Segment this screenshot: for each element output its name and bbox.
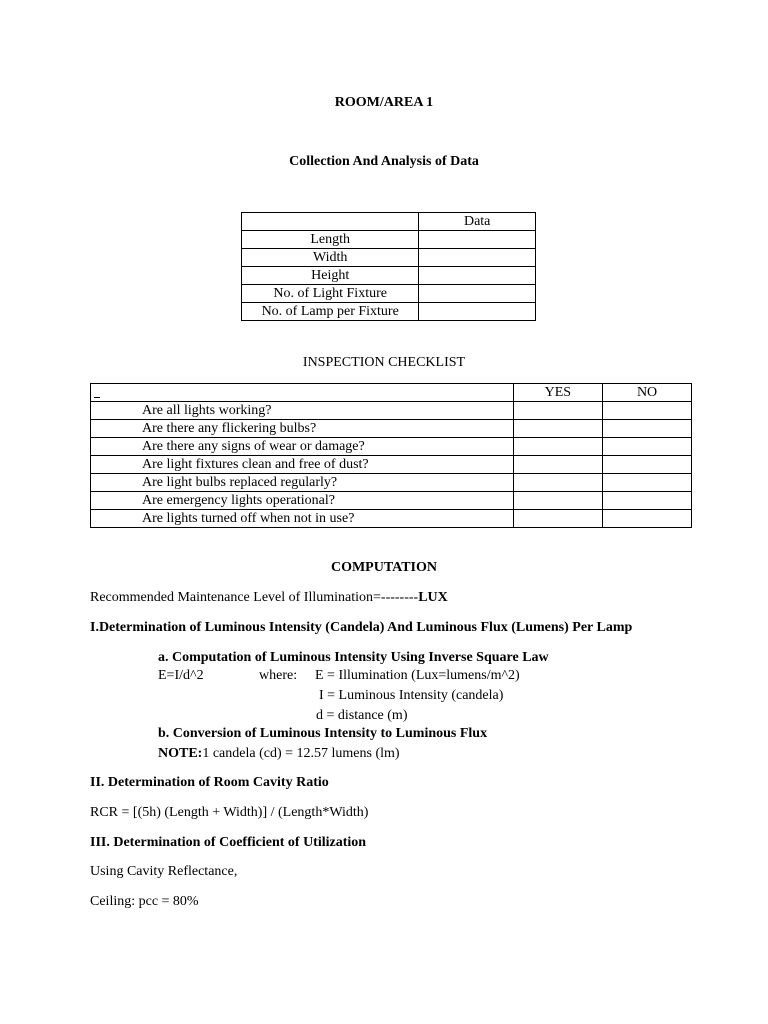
checklist-row	[91, 402, 692, 420]
checklist-question: Are light fixtures clean and free of dust?	[91, 456, 514, 474]
recommended-unit: LUX	[418, 590, 448, 605]
where-i: I = Luminous Intensity (candela)	[319, 688, 504, 703]
row-label: No. of Lamp per Fixture	[242, 303, 419, 321]
section-2-heading: II. Determination of Room Cavity Ratio	[90, 775, 329, 790]
where-label: where:	[259, 668, 298, 683]
checklist-question: Are there any signs of wear or damage?	[91, 438, 514, 456]
row-marker	[94, 397, 100, 398]
note	[158, 745, 400, 763]
checklist-question: Are all lights working?	[91, 402, 514, 420]
table-row	[242, 303, 536, 321]
yes-cell	[513, 510, 603, 528]
section-3-heading: III. Determination of Coefficient of Utilization	[90, 835, 367, 850]
row-label: Height	[242, 267, 419, 285]
subsection-a-heading: a. Computation of Luminous Intensity Using Inverse Square Law	[158, 650, 549, 665]
yes-cell	[513, 456, 603, 474]
row-label: Length	[242, 231, 419, 249]
yes-cell	[513, 492, 603, 510]
recommended-level	[90, 589, 448, 607]
section-1-heading: I.Determination of Luminous Intensity (Candela) And Luminous Flux (Lumens) Per Lamp	[90, 620, 633, 635]
checklist-question: Are emergency lights operational?	[91, 492, 514, 510]
yes-cell	[513, 438, 603, 456]
no-column-header: NO	[603, 384, 692, 402]
yes-cell	[513, 420, 603, 438]
table-header-row	[242, 213, 536, 231]
checklist-question: Are there any flickering bulbs?	[91, 420, 514, 438]
checklist-row	[91, 456, 692, 474]
note-label: NOTE:	[158, 746, 203, 761]
yes-cell	[513, 474, 603, 492]
row-label: Width	[242, 249, 419, 267]
page-title: ROOM/AREA 1	[334, 95, 434, 110]
table-row	[242, 231, 536, 249]
no-cell	[603, 420, 692, 438]
no-cell	[603, 456, 692, 474]
cavity-text: Using Cavity Reflectance,	[90, 864, 238, 879]
row-value	[419, 249, 536, 267]
table-cell	[242, 213, 419, 231]
row-value	[419, 267, 536, 285]
table-row	[242, 267, 536, 285]
rcr-formula: RCR = [(5h) (Length + Width)] / (Length*Width)	[90, 805, 369, 820]
yes-cell	[513, 402, 603, 420]
note-text: 1 candela (cd) = 12.57 lumens (lm)	[202, 746, 400, 761]
table-row	[242, 249, 536, 267]
no-cell	[603, 438, 692, 456]
checklist-row	[91, 510, 692, 528]
row-value	[419, 231, 536, 249]
ceiling-text: Ceiling: pcc = 80%	[90, 894, 199, 909]
checklist-row	[91, 492, 692, 510]
yes-column-header: YES	[513, 384, 603, 402]
checklist-question: Are lights turned off when not in use?	[91, 510, 514, 528]
computation-heading: COMPUTATION	[330, 560, 438, 575]
row-value	[419, 285, 536, 303]
checklist-header-row	[91, 384, 692, 402]
no-cell	[603, 474, 692, 492]
table-row	[242, 285, 536, 303]
no-cell	[603, 402, 692, 420]
checklist-table	[90, 383, 692, 528]
checklist-row	[91, 438, 692, 456]
row-label: No. of Light Fixture	[242, 285, 419, 303]
no-cell	[603, 510, 692, 528]
subsection-b-heading: b. Conversion of Luminous Intensity to Luminous Flux	[158, 726, 488, 741]
row-value	[419, 303, 536, 321]
checklist-row	[91, 420, 692, 438]
table-cell	[91, 384, 514, 402]
data-table	[241, 212, 536, 321]
checklist-title: INSPECTION CHECKLIST	[302, 355, 466, 370]
where-e: E = Illumination (Lux=lumens/m^2)	[315, 668, 520, 683]
where-d: d = distance (m)	[316, 708, 408, 723]
no-cell	[603, 492, 692, 510]
formula: E=I/d^2	[158, 668, 204, 683]
checklist-row	[91, 474, 692, 492]
recommended-text: Recommended Maintenance Level of Illumination=--------	[90, 590, 419, 605]
table-header-data: Data	[419, 213, 536, 231]
page-subtitle: Collection And Analysis of Data	[289, 154, 479, 169]
checklist-question: Are light bulbs replaced regularly?	[91, 474, 514, 492]
